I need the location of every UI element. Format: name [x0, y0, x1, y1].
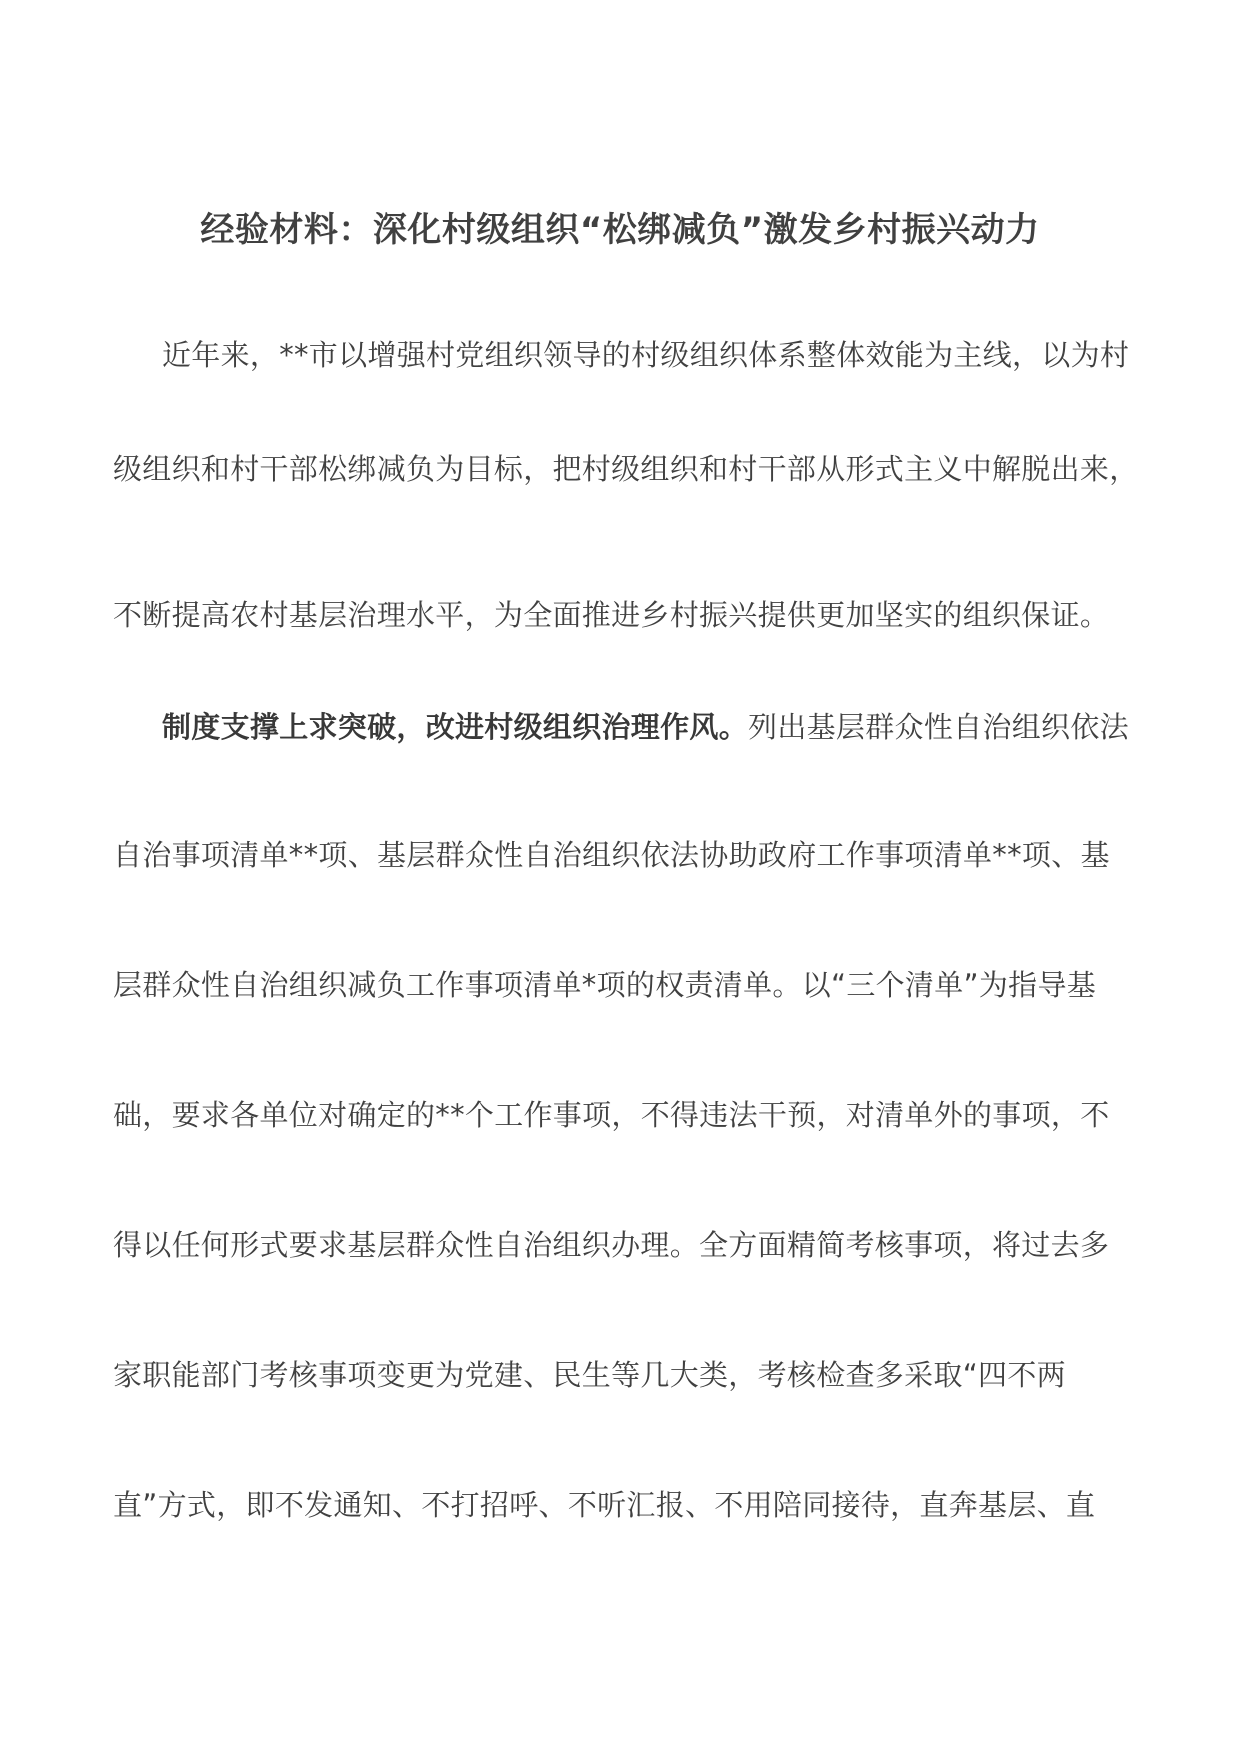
paragraph1-line-2: 级组织和村干部松绑减负为目标，把村级组织和村干部从形式主义中解脱出来， [113, 452, 1139, 486]
paragraph2-line-4: 础，要求各单位对确定的**个工作事项，不得违法干预，对清单外的事项，不 [113, 1098, 1110, 1132]
paragraph2-line-1-text: 列出基层群众性自治组织依法 [748, 710, 1129, 744]
paragraph2-line-7: 直”方式，即不发通知、不打招呼、不听汇报、不用陪同接待，直奔基层、直 [113, 1488, 1096, 1522]
paragraph1-line-1: 近年来，**市以增强村党组织领导的村级组织体系整体效能为主线，以为村 [162, 338, 1130, 372]
paragraph2-heading: 制度支撑上求突破，改进村级组织治理作风。 [162, 710, 749, 744]
paragraph2-line-6: 家职能部门考核事项变更为党建、民生等几大类，考核检查多采取“四不两 [113, 1358, 1066, 1392]
paragraph2-line-5: 得以任何形式要求基层群众性自治组织办理。全方面精简考核事项，将过去多 [113, 1228, 1110, 1262]
paragraph1-line-3: 不断提高农村基层治理水平，为全面推进乡村振兴提供更加坚实的组织保证。 [113, 598, 1110, 632]
document-title: 经验材料：深化村级组织“松绑减负”激发乡村振兴动力 [200, 210, 1040, 250]
paragraph2-line-3: 层群众性自治组织减负工作事项清单*项的权责清单。以“三个清单”为指导基 [113, 968, 1097, 1002]
paragraph2-line-1 [162, 705, 1129, 746]
paragraph2-line-2: 自治事项清单**项、基层群众性自治组织依法协助政府工作事项清单**项、基 [113, 838, 1110, 872]
